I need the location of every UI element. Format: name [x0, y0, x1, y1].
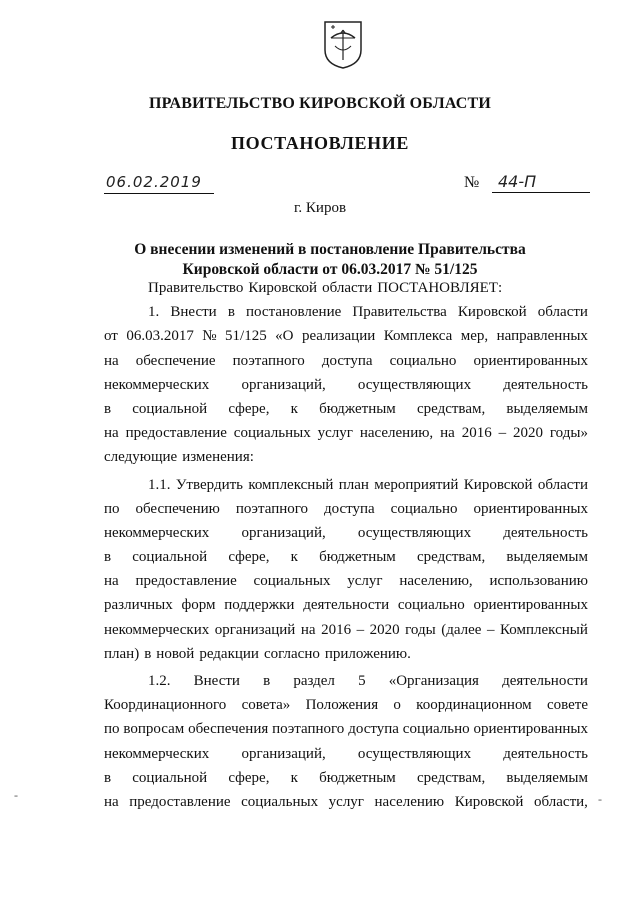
document-subject	[0, 240, 640, 280]
word: раздел	[293, 673, 335, 689]
word: реализации	[301, 328, 376, 345]
word: 1.2.	[148, 673, 171, 689]
word: услуг	[347, 573, 383, 590]
word: области	[322, 280, 373, 296]
word: обеспечение	[135, 352, 216, 369]
word: 2020	[369, 621, 400, 638]
word: 5	[358, 673, 366, 689]
word: новой	[156, 645, 195, 662]
word: социальных	[253, 573, 331, 590]
word: –	[487, 621, 495, 638]
body-line	[104, 373, 588, 397]
word: в	[104, 549, 112, 566]
word: №	[202, 328, 217, 345]
word: Утвердить	[175, 476, 243, 493]
word: социальных	[233, 425, 311, 442]
word: некоммерческих	[104, 621, 210, 638]
body-line	[104, 276, 588, 300]
word: осуществляющих	[357, 376, 472, 393]
word: Кировской	[248, 280, 318, 296]
organization-title: ПРАВИТЕЛЬСТВО КИРОВСКОЙ ОБЛАСТИ	[148, 95, 492, 112]
word: по	[104, 500, 120, 517]
word: о	[393, 697, 401, 714]
word: ПОСТАНОВЛЯЕТ:	[377, 280, 503, 296]
word: использованию	[489, 573, 588, 590]
body-line	[104, 349, 588, 373]
word: предоставление	[129, 793, 231, 810]
word: 2016	[461, 425, 492, 442]
body-line	[104, 669, 588, 693]
word: социальных	[241, 793, 319, 810]
word: по	[104, 721, 120, 738]
word: в	[227, 304, 235, 321]
word: 1.1.	[148, 476, 171, 493]
word: на	[104, 793, 119, 810]
word: редакции	[199, 645, 259, 662]
body-line	[104, 642, 588, 666]
scan-mark: -	[14, 788, 18, 802]
body-line	[104, 521, 588, 545]
word: осуществляющих	[357, 745, 472, 762]
word: постановление	[246, 304, 342, 321]
body-line	[104, 790, 588, 814]
word: ориентированных	[473, 597, 588, 614]
word: ориентированных	[473, 352, 588, 369]
word: ориентированных	[473, 500, 588, 517]
word: Кировской	[463, 476, 533, 493]
word: приложению.	[324, 645, 411, 662]
number-sign: №	[464, 174, 480, 191]
word: –	[356, 621, 365, 638]
word: в	[263, 673, 271, 689]
word: Внести	[193, 673, 240, 689]
word: некоммерческих	[104, 524, 210, 541]
word: услуг	[328, 793, 364, 810]
word: организаций,	[241, 524, 326, 541]
word: средствам,	[416, 400, 486, 417]
word: форм	[181, 597, 216, 614]
word: деятельность	[503, 376, 588, 393]
word: на	[300, 621, 316, 638]
word: Кировской	[457, 304, 527, 321]
word: области	[537, 304, 588, 321]
word: мер,	[460, 328, 489, 345]
word: деятельности	[303, 597, 390, 614]
word: совете	[546, 697, 588, 714]
body-line	[104, 497, 588, 521]
word: социально	[402, 721, 470, 738]
word: бюджетным	[319, 400, 396, 417]
word: к	[290, 769, 298, 786]
word: в	[144, 645, 152, 662]
document-number: 44-П	[492, 172, 590, 193]
word: изменения:	[182, 449, 254, 466]
word: 2020	[513, 425, 543, 442]
document-type-title: ПОСТАНОВЛЕНИЕ	[231, 133, 409, 153]
word: предоставление	[135, 573, 237, 590]
word: «Организация	[388, 673, 479, 689]
subject-line-2: Кировской области от 06.03.2017 № 51/125	[182, 261, 478, 278]
city-label: г. Киров	[293, 200, 347, 216]
body-line	[104, 421, 588, 445]
word: услуг	[317, 425, 353, 442]
word: поэтапного	[235, 500, 309, 517]
document-body	[104, 276, 588, 814]
word: поэтапного	[232, 352, 305, 369]
word: бюджетным	[319, 549, 396, 566]
document-date: 06.02.2019	[104, 173, 214, 194]
word: обеспечения	[188, 721, 269, 738]
body-line	[104, 569, 588, 593]
word: Правительство	[148, 280, 244, 296]
word: области,	[534, 793, 588, 810]
body-line	[104, 300, 588, 324]
word: выделяемым	[506, 549, 588, 566]
word: сфере,	[228, 769, 270, 786]
word: годы»	[549, 425, 588, 442]
body-line	[104, 618, 588, 642]
body-line	[104, 397, 588, 421]
word: Правительства	[352, 304, 447, 321]
word: комплексный	[248, 476, 334, 493]
word: некоммерческих	[104, 745, 210, 762]
body-line	[104, 324, 588, 348]
word: совета»	[241, 697, 291, 714]
word: сфере,	[228, 549, 270, 566]
word: направленных	[496, 328, 588, 345]
word: на	[104, 352, 119, 369]
body-line	[104, 593, 588, 617]
word: план	[338, 476, 369, 493]
word: социально	[390, 500, 458, 517]
word: 06.03.2017	[126, 328, 194, 345]
word: Внести	[170, 304, 217, 321]
word: некоммерческих	[104, 376, 210, 393]
word: доступа	[321, 352, 373, 369]
body-line	[104, 717, 588, 741]
word: «О	[275, 328, 294, 345]
word: социальной	[132, 400, 208, 417]
word: к	[290, 400, 298, 417]
word: в	[104, 769, 112, 786]
word: обеспечению	[135, 500, 220, 517]
subject-line-1: О внесении изменений в постановление Правительства	[134, 241, 526, 258]
word: мероприятий	[374, 476, 459, 493]
word: осуществляющих	[357, 524, 472, 541]
body-line	[104, 766, 588, 790]
word: населению,	[359, 425, 434, 442]
word: предоставление	[125, 425, 227, 442]
word: Кировской	[454, 793, 524, 810]
word: деятельности	[502, 673, 588, 689]
word: средствам,	[416, 549, 486, 566]
word: (далее	[441, 621, 482, 638]
word: области	[537, 476, 588, 493]
word: сфере,	[228, 400, 270, 417]
body-line	[104, 693, 588, 717]
word: деятельность	[503, 745, 588, 762]
word: социально	[397, 597, 465, 614]
word: организаций	[214, 621, 296, 638]
word: поэтапного	[272, 721, 345, 738]
scan-mark: -	[598, 792, 602, 806]
word: Комплексный	[500, 621, 588, 638]
body-line	[104, 545, 588, 569]
word: 2016	[321, 621, 352, 638]
word: социальной	[132, 769, 208, 786]
word: годы	[405, 621, 436, 638]
body-line	[104, 742, 588, 766]
word: на	[104, 573, 119, 590]
word: Координационного	[104, 697, 227, 714]
word: на	[104, 425, 119, 442]
word: 1.	[148, 304, 160, 321]
word: к	[290, 549, 298, 566]
body-line	[104, 473, 588, 497]
word: Комплекса	[383, 328, 453, 345]
word: различных	[104, 597, 173, 614]
word: доступа	[348, 721, 399, 738]
word: населению	[374, 793, 445, 810]
word: социальной	[132, 549, 208, 566]
word: ориентированных	[473, 721, 588, 738]
word: доступа	[323, 500, 375, 517]
word: организаций,	[241, 745, 326, 762]
word: бюджетным	[319, 769, 396, 786]
word: –	[498, 425, 507, 442]
word: вопросам	[123, 721, 185, 738]
word: координационном	[416, 697, 532, 714]
word: организаций,	[241, 376, 326, 393]
word: 51/125	[225, 328, 267, 345]
body-line	[104, 445, 588, 469]
word: поддержки	[224, 597, 295, 614]
coat-of-arms-emblem	[323, 20, 363, 70]
word: в	[104, 400, 112, 417]
word: следующие	[104, 449, 178, 466]
word: средствам,	[416, 769, 486, 786]
word: на	[440, 425, 455, 442]
word: выделяемым	[506, 769, 588, 786]
word: план)	[104, 645, 140, 662]
word: согласно	[263, 645, 320, 662]
word: населению,	[399, 573, 473, 590]
word: выделяемым	[506, 400, 588, 417]
word: социально	[389, 352, 457, 369]
word: от	[104, 328, 118, 345]
word: деятельность	[503, 524, 588, 541]
word: Положения	[305, 697, 379, 714]
